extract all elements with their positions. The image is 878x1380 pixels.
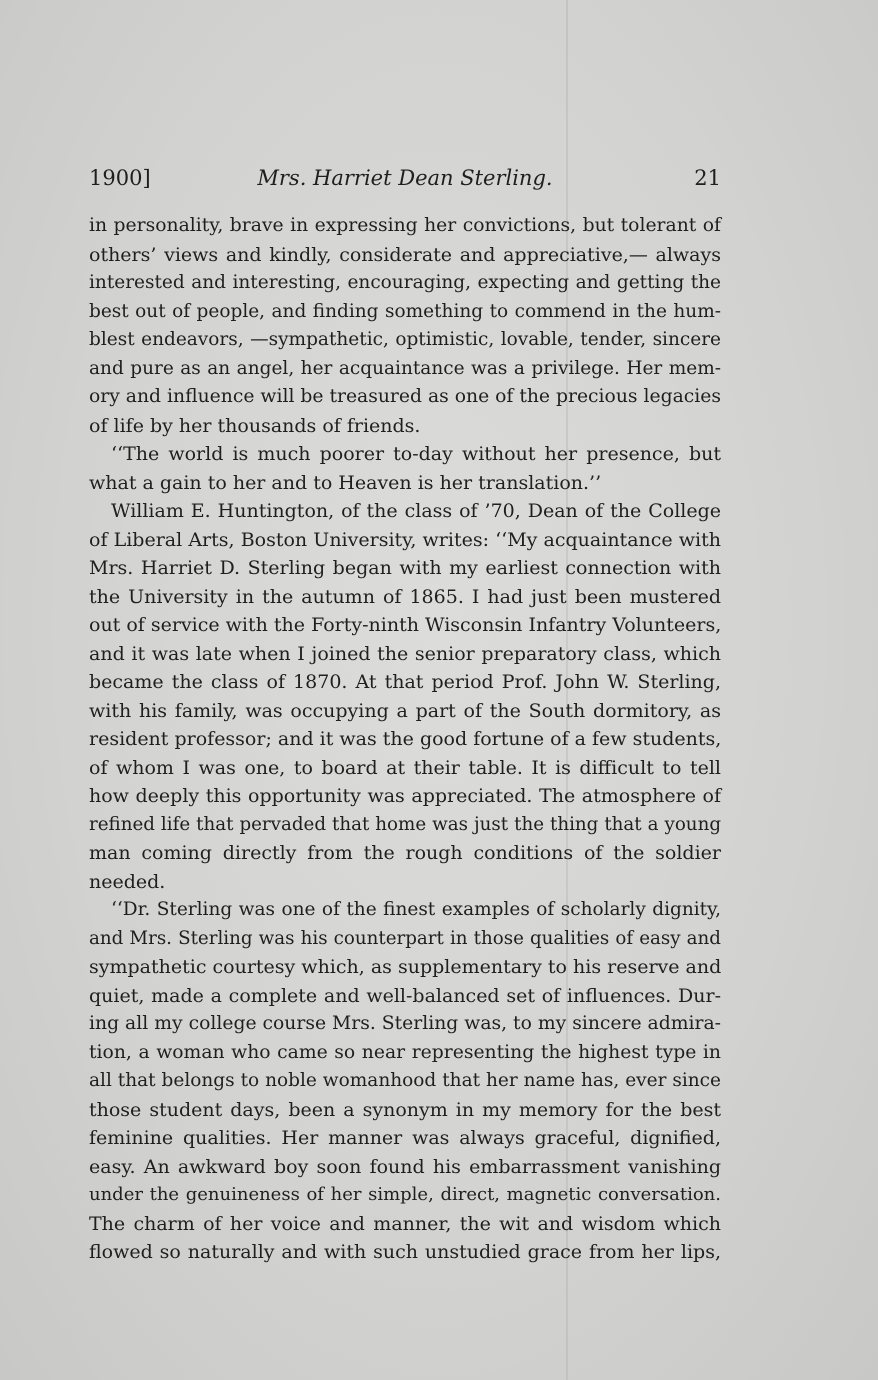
text-line: of life by her thousands of friends. bbox=[89, 414, 421, 437]
text-line: ‘‘The world is much poorer to-day without her presence, but bbox=[111, 443, 721, 465]
running-header bbox=[89, 166, 721, 196]
text-line: flowed so naturally and with such unstudied grace from her lips, bbox=[89, 1241, 721, 1263]
text-line: sympathetic courtesy which, as supplementary to his reserve and bbox=[89, 956, 722, 978]
text-line: blest endeavors, —sympathetic, optimistic, lovable, tender, sincere bbox=[89, 329, 721, 350]
body-text bbox=[89, 212, 721, 1267]
text-line: out of service with the Forty-ninth Wisconsin Infantry Volunteers, bbox=[89, 614, 722, 636]
text-line: and it was late when I joined the senior preparatory class, which bbox=[89, 642, 721, 665]
text-line: tion, a woman who came so near representing the highest type in bbox=[89, 1041, 721, 1063]
text-line: and pure as an angel, her acquaintance was a privilege. Her mem- bbox=[89, 357, 721, 379]
header-title: Mrs. Harriet Dean Sterling. bbox=[257, 166, 553, 190]
text-line: became the class of 1870. At that period Prof. John W. Sterling, bbox=[89, 671, 721, 693]
text-line: and Mrs. Sterling was his counterpart in those qualities of easy and bbox=[89, 927, 721, 949]
text-line: easy. An awkward boy soon found his embarrassment vanishing bbox=[89, 1155, 721, 1178]
text-line: Mrs. Harriet D. Sterling began with my earliest connection with bbox=[89, 557, 721, 579]
header-year: 1900] bbox=[89, 166, 151, 190]
text-line: ing all my college course Mrs. Sterling was, to my sincere admira- bbox=[89, 1013, 721, 1034]
text-line: those student days, been a synonym in my memory for the best bbox=[89, 1098, 721, 1121]
text-line: under the genuineness of her simple, direct, magnetic conversation. bbox=[89, 1184, 721, 1205]
text-line: The charm of her voice and manner, the wit and wisdom which bbox=[89, 1212, 721, 1235]
text-line: feminine qualities. Her manner was always graceful, dignified, bbox=[89, 1127, 721, 1149]
text-line: William E. Huntington, of the class of ’70, Dean of the College bbox=[111, 500, 721, 522]
text-line: needed. bbox=[89, 870, 166, 893]
text-line: with his family, was occupying a part of the South dormitory, as bbox=[89, 699, 721, 722]
text-line: what a gain to her and to Heaven is her translation.’’ bbox=[89, 471, 602, 494]
text-line: ory and influence will be treasured as one of the precious legacies bbox=[89, 386, 721, 407]
text-line: interested and interesting, encouraging, expecting and getting the bbox=[89, 272, 721, 293]
text-line: resident professor; and it was the good fortune of a few students, bbox=[89, 728, 722, 750]
text-line: others’ views and kindly, considerate and appreciative,— always bbox=[89, 243, 721, 266]
page-number: 21 bbox=[694, 166, 721, 190]
text-line: how deeply this opportunity was appreciated. The atmosphere of bbox=[89, 785, 721, 807]
text-line: the University in the autumn of 1865. I had just been mustered bbox=[89, 585, 721, 608]
text-line: all that belongs to noble womanhood that her name has, ever since bbox=[89, 1070, 721, 1091]
text-line: of whom I was one, to board at their table. It is difficult to tell bbox=[89, 756, 721, 779]
text-line: in personality, brave in expressing her convictions, but tolerant of bbox=[89, 215, 721, 236]
text-line: quiet, made a complete and well-balanced set of influences. Dur- bbox=[89, 984, 721, 1007]
text-line: refined life that pervaded that home was just the thing that a young bbox=[89, 813, 721, 835]
text-line: ‘‘Dr. Sterling was one of the finest examples of scholarly dignity, bbox=[111, 899, 721, 920]
text-line: man coming directly from the rough conditions of the soldier bbox=[89, 842, 721, 864]
text-line: of Liberal Arts, Boston University, writes: ‘‘My acquaintance with bbox=[89, 528, 721, 551]
text-line: best out of people, and finding something to commend in the hum- bbox=[89, 300, 721, 322]
